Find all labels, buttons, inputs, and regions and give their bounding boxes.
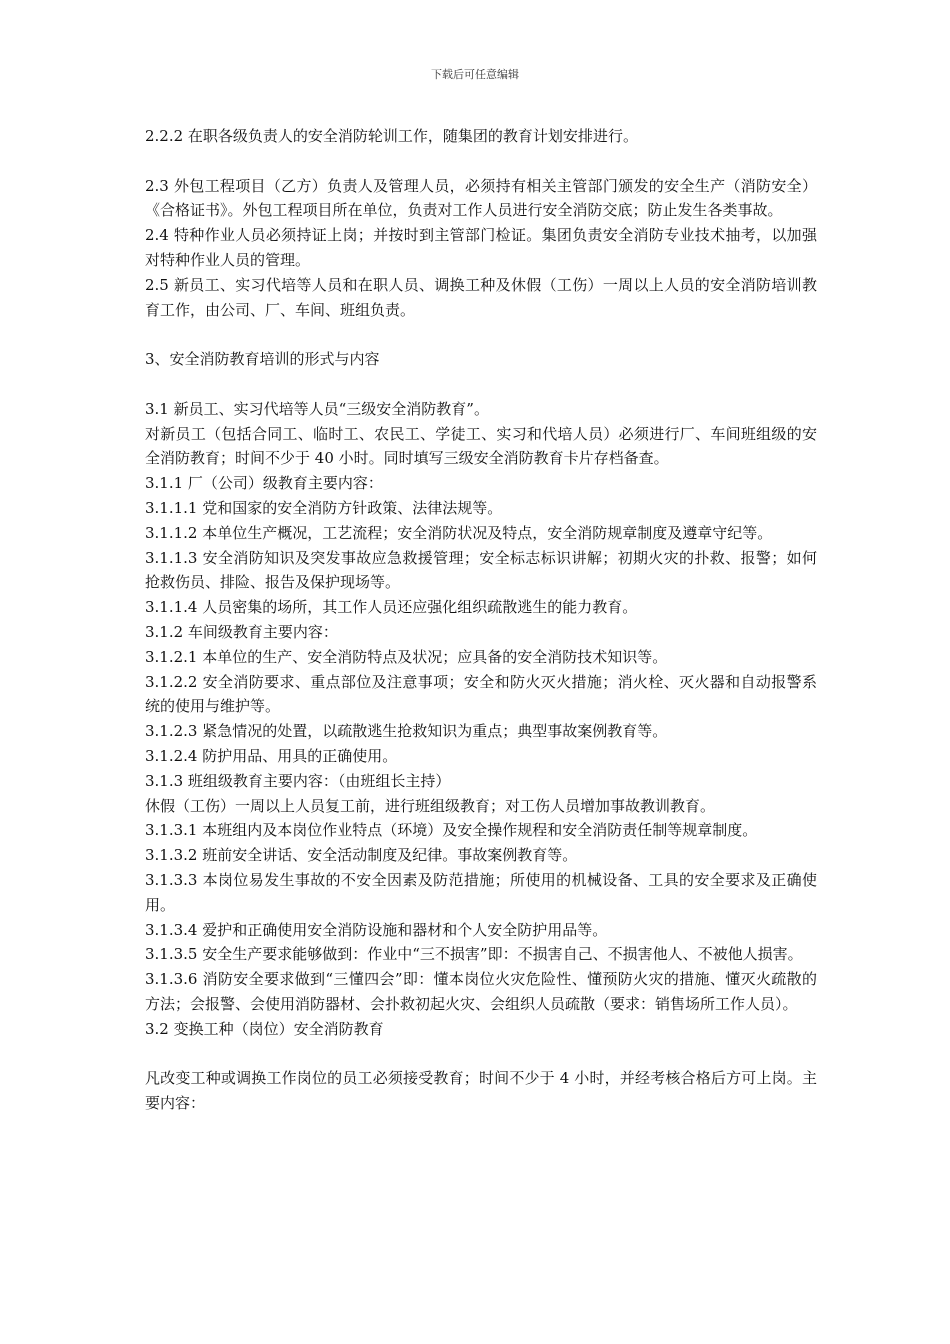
- paragraph-job-change: 凡改变工种或调换工作岗位的员工必须接受教育；时间不少于 4 小时，并经考核合格后方可上岗。主要内容：: [145, 1069, 817, 1113]
- paragraph-3-1-1-1: 3.1.1.1 党和国家的安全消防方针政策、法律法规等。: [145, 498, 503, 517]
- paragraph-3-1-2-3: 3.1.2.3 紧急情况的处置，以疏散逃生抢救知识为重点；典型事故案例教育等。: [145, 722, 668, 741]
- paragraph-2-4: 2.4 特种作业人员必须持证上岗；并按时到主管部门检证。集团负责安全消防专业技术抽考，以加强对特种作业人员的管理。: [145, 226, 817, 269]
- paragraph-3-1-3-2: 3.1.3.2 班前安全讲话、安全活动制度及纪律。事故案例教育等。: [145, 846, 578, 865]
- document-body: [145, 124, 817, 1116]
- section-heading-3: 3、安全消防教育培训的形式与内容: [145, 350, 380, 369]
- paragraph-3-1-2-2: 3.1.2.2 安全消防要求、重点部位及注意事项；安全和防火灭火措施；消火栓、灭火器和自动报警系统的使用与维护等。: [145, 672, 817, 716]
- paragraph-3-1-2-1: 3.1.2.1 本单位的生产、安全消防特点及状况；应具备的安全消防技术知识等。: [145, 647, 668, 666]
- paragraph-3-1-1-2: 3.1.1.2 本单位生产概况，工艺流程；安全消防状况及特点，安全消防规章制度及遵章守纪等。: [145, 523, 773, 542]
- paragraph-3-1-3-3: 3.1.3.3 本岗位易发生事故的不安全因素及防范措施；所使用的机械设备、工具的安全要求及正确使用。: [145, 870, 817, 914]
- paragraph-leave-return: 休假（工伤）一周以上人员复工前，进行班组级教育；对工伤人员增加事故教训教育。: [145, 796, 716, 815]
- paragraph-3-1-1: 3.1.1 厂（公司）级教育主要内容：: [145, 474, 383, 493]
- paragraph-3-1-2-4: 3.1.2.4 防护用品、用具的正确使用。: [145, 746, 398, 765]
- page-header: 下载后可任意编辑: [431, 68, 519, 81]
- paragraph-3-1-3: 3.1.3 班组级教育主要内容：（由班组长主持）: [145, 771, 451, 790]
- paragraph-3-1-3-1: 3.1.3.1 本班组内及本岗位作业特点（环境）及安全操作规程和安全消防责任制等规章制度。: [145, 821, 758, 840]
- paragraph-3-1-3-5: 3.1.3.5 安全生产要求能够做到：作业中“三不损害”即：不损害自己、不损害他人、不被他人损害。: [145, 945, 803, 964]
- paragraph-3-1: 3.1 新员工、实习代培等人员“三级安全消防教育”。: [145, 399, 489, 418]
- paragraph-3-2: 3.2 变换工种（岗位）安全消防教育: [145, 1019, 384, 1038]
- paragraph-3-1-3-6: 3.1.3.6 消防安全要求做到“三懂四会”即：懂本岗位火灾危险性、懂预防火灾的措施、懂灭火疏散的方法；会报警、会使用消防器材、会扑救初起火灾、会组织人员疏散（要求：销售场所工作人员）。: [145, 970, 817, 1013]
- paragraph-new-staff: 对新员工（包括合同工、临时工、农民工、学徒工、实习和代培人员）必须进行厂、车间班组级的安全消防教育；时间不少于 40 小时。同时填写三级安全消防教育卡片存档备查。: [145, 424, 817, 468]
- paragraph-3-1-1-4: 3.1.1.4 人员密集的场所，其工作人员还应强化组织疏散逃生的能力教育。: [145, 598, 638, 617]
- paragraph-2-5: 2.5 新员工、实习代培等人员和在职人员、调换工种及休假（工伤）一周以上人员的安全消防培训教育工作，由公司、厂、车间、班组负责。: [145, 275, 817, 319]
- paragraph-3-1-2: 3.1.2 车间级教育主要内容：: [145, 622, 338, 641]
- paragraph-2-3: 2.3 外包工程项目（乙方）负责人及管理人员，必须持有相关主管部门颁发的安全生产（消防安全）《合格证书》。外包工程项目所在单位，负责对工作人员进行安全消防交底；防止发生各类事故。: [145, 176, 817, 220]
- paragraph-3-1-1-3: 3.1.1.3 安全消防知识及突发事故应急救援管理；安全标志标识讲解；初期火灾的扑救、报警；如何抢救伤员、排险、报告及保护现场等。: [145, 548, 817, 592]
- paragraph-3-1-3-4: 3.1.3.4 爱护和正确使用安全消防设施和器材和个人安全防护用品等。: [145, 920, 608, 939]
- paragraph-2-2-2: 2.2.2 在职各级负责人的安全消防轮训工作，随集团的教育计划安排进行。: [145, 127, 638, 145]
